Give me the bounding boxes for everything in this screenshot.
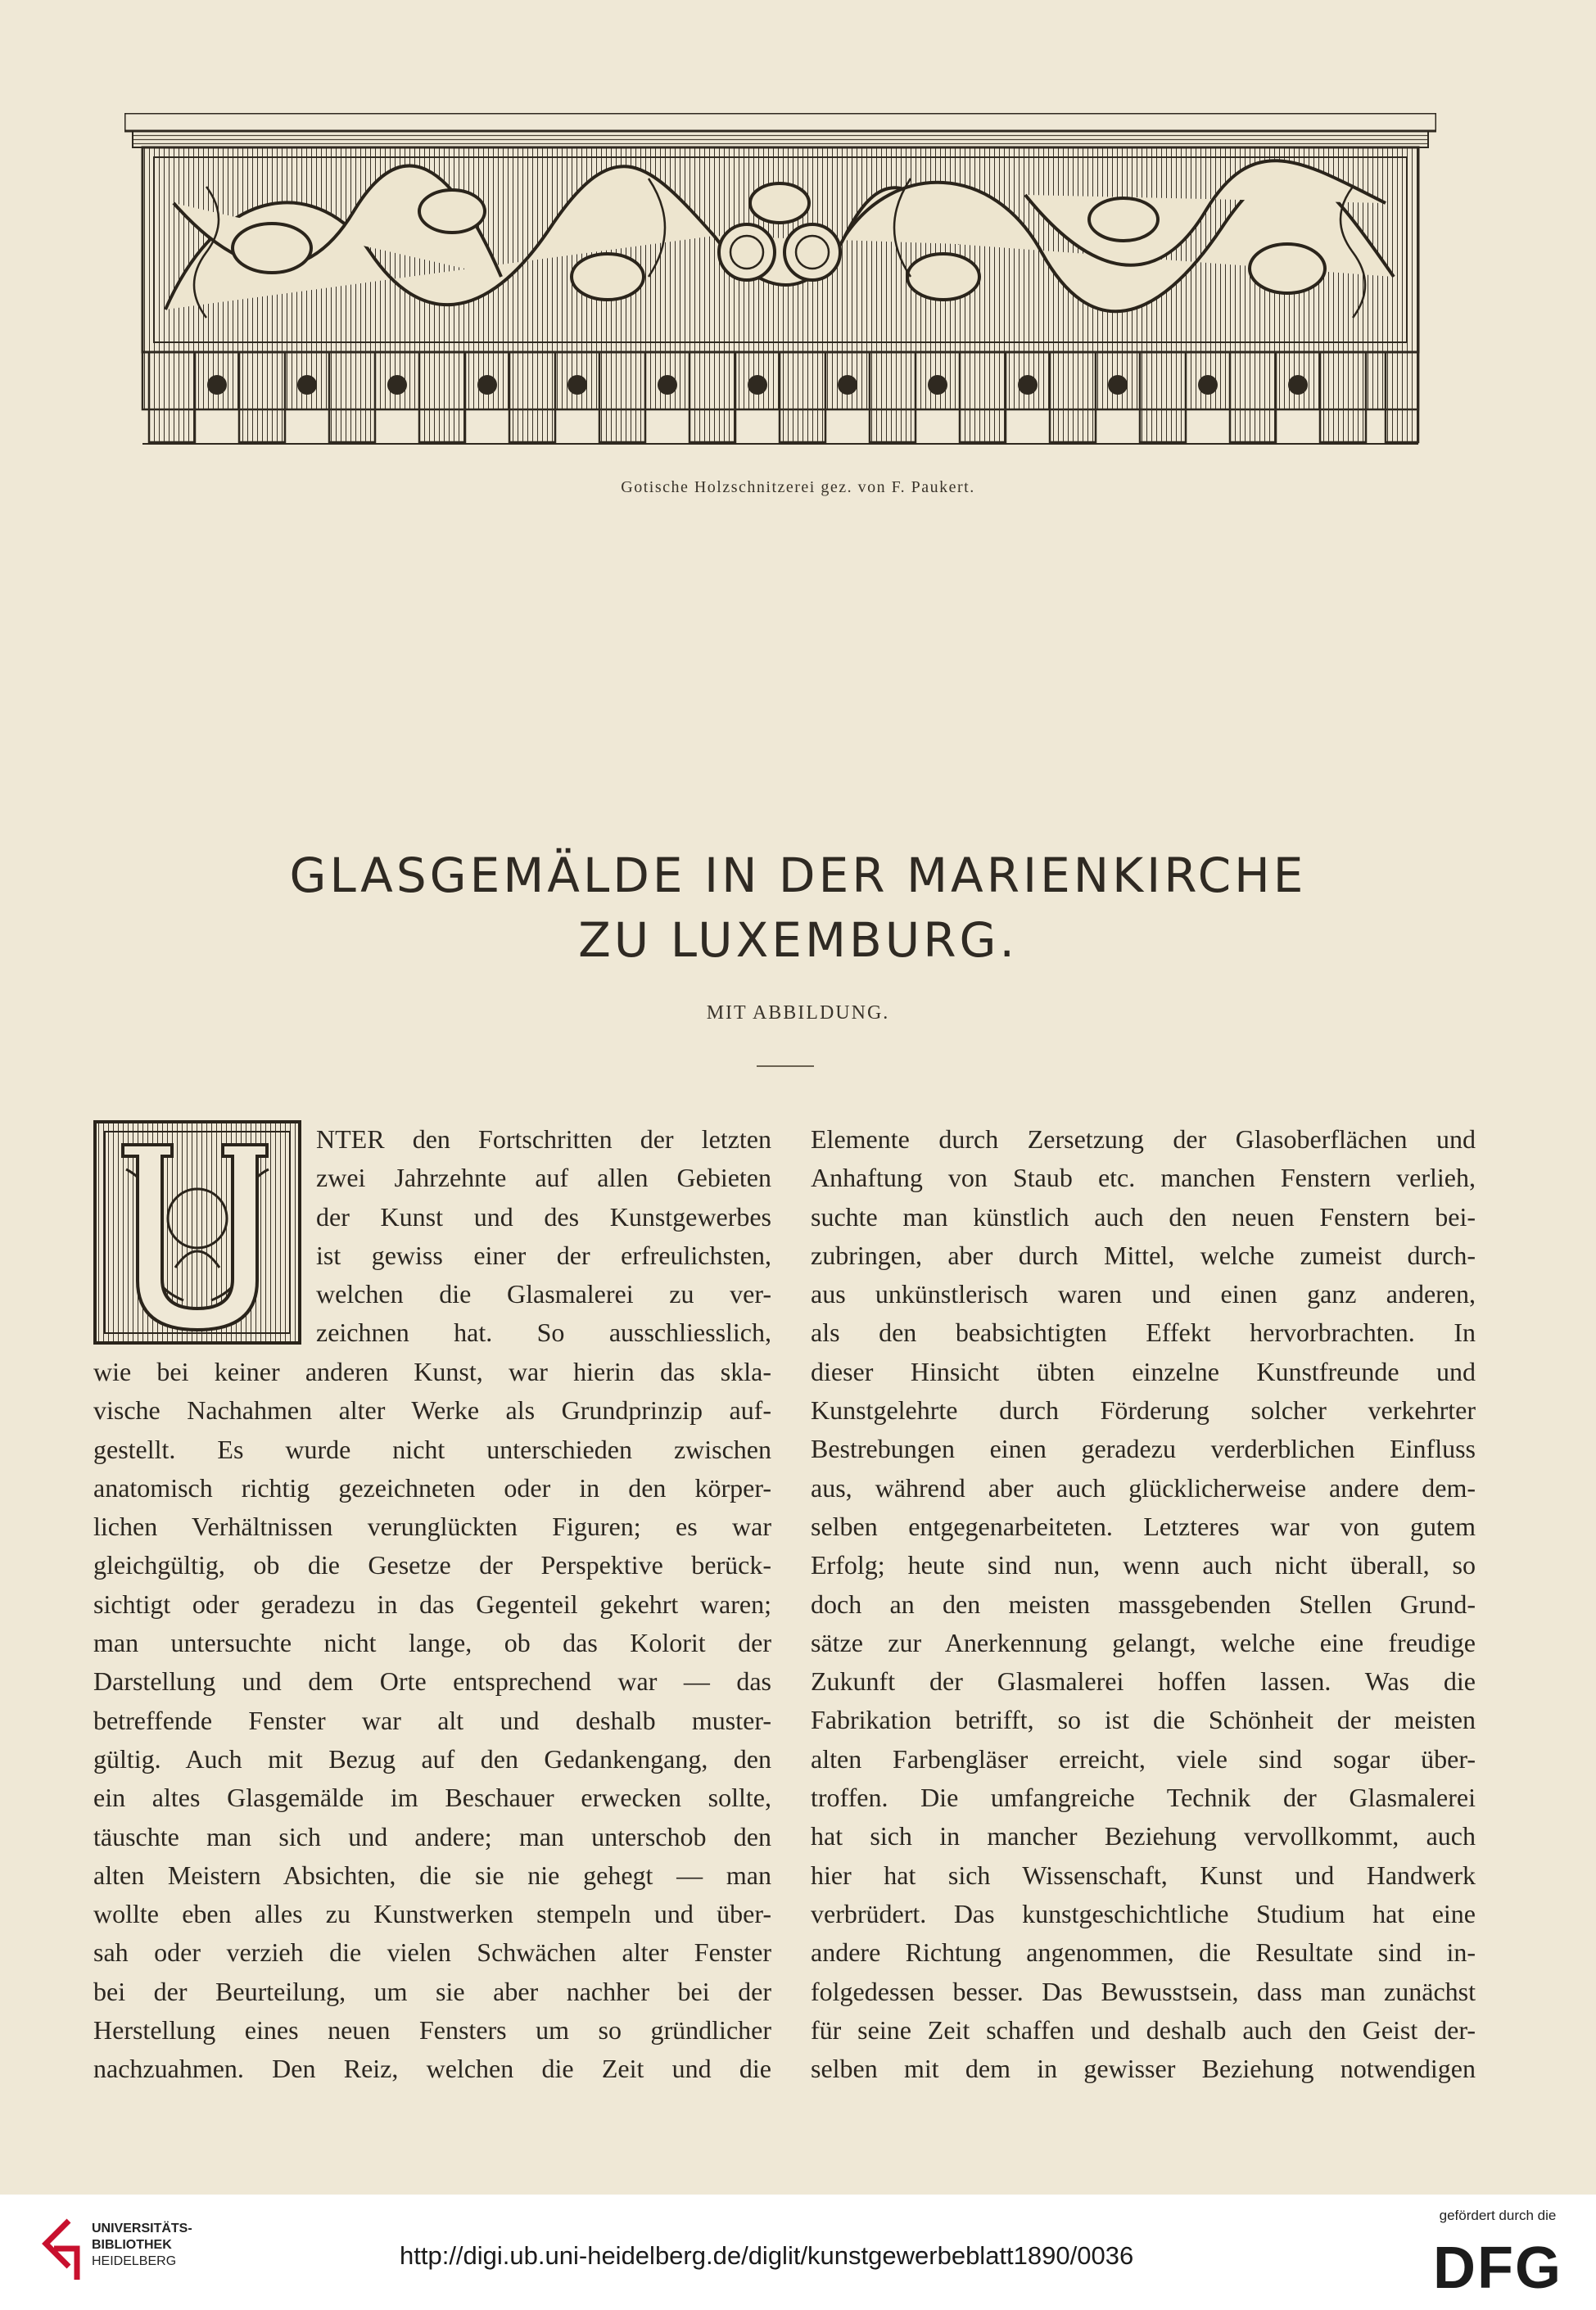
text-line: Bestrebungen einen geradezu verderblichen Einfluss xyxy=(811,1434,1476,1464)
text-line: zwei Jahrzehnte auf allen Gebieten xyxy=(316,1163,771,1193)
text-line: Fabrikation betrifft, so ist die Schönheit der meisten xyxy=(811,1705,1476,1735)
text-line: vische Nachahmen alter Werke als Grundprinzip auf- xyxy=(93,1395,771,1426)
text-line: andere Richtung angenommen, die Resultate sind in- xyxy=(811,1937,1476,1968)
text-line: anatomisch richtig gezeichneten oder in den körper- xyxy=(93,1472,771,1503)
text-line: dieser Hinsicht übten einzelne Kunstfreunde und xyxy=(811,1356,1476,1386)
text-line: aus unkünstlerisch waren und einen ganz anderen, xyxy=(811,1279,1476,1309)
text-line: Erfolg; heute sind nun, wenn auch nicht überall, so xyxy=(811,1550,1476,1580)
illustration-caption: Gotische Holzschnitzerei gez. von F. Paukert. xyxy=(621,478,975,496)
text-line: als den beabsichtigten Effekt hervorbrachten. In xyxy=(811,1318,1476,1348)
text-line: betreffende Fenster war alt und deshalb muster- xyxy=(93,1705,771,1735)
text-line: gestellt. Es wurde nicht unterschieden zwischen xyxy=(93,1434,771,1464)
article-title-line2: ZU LUXEMBURG. xyxy=(578,912,1018,968)
dfg-logo-text: DFG xyxy=(1433,2235,1562,2299)
funding-note: gefördert durch die xyxy=(1439,2208,1557,2223)
text-line: Elemente durch Zersetzung der Glasoberflächen und xyxy=(811,1124,1476,1154)
text-line: hat sich in mancher Beziehung vervollkommt, auch xyxy=(811,1821,1476,1851)
text-line: zubringen, aber durch Mittel, welche zumeist durch- xyxy=(811,1240,1476,1270)
text-line: bei der Beurteilung, um sie aber nachher bei der xyxy=(93,1976,771,2006)
text-line: welchen die Glasmalerei zu ver- xyxy=(316,1279,771,1309)
university-library-logo-icon xyxy=(36,2216,85,2285)
text-line: Anhaftung von Staub etc. manchen Fenstern verlieh, xyxy=(811,1163,1476,1193)
title-divider xyxy=(757,1065,814,1067)
text-line: wollte eben alles zu Kunstwerken stempeln und über- xyxy=(93,1899,771,1929)
text-line: täuschte man sich und andere; man unterschob den xyxy=(93,1821,771,1851)
dfg-logo-icon xyxy=(1420,2234,1576,2299)
library-line2: BIBLIOTHEK xyxy=(92,2238,172,2252)
library-line1: UNIVERSITÄTS- xyxy=(92,2222,192,2235)
text-line: folgedessen besser. Das Bewusstsein, dass man zunächst xyxy=(811,1976,1476,2006)
text-line: selben mit dem in gewisser Beziehung notwendigen xyxy=(811,2054,1476,2084)
text-line: man untersuchte nicht lange, ob das Kolorit der xyxy=(93,1628,771,1658)
text-line: lichen Verhältnissen verunglückten Figuren; es war xyxy=(93,1512,771,1542)
text-line: troffen. Die umfangreiche Technik der Glasmalerei xyxy=(811,1783,1476,1813)
text-line: gültig. Auch mit Bezug auf den Gedankengang, den xyxy=(93,1743,771,1774)
text-line: Zukunft der Glasmalerei hoffen lassen. Was die xyxy=(811,1666,1476,1697)
text-line: alten Farbengläser erreicht, viele sind sogar über- xyxy=(811,1743,1476,1774)
text-line: Kunstgelehrte durch Förderung solcher verkehrter xyxy=(811,1395,1476,1426)
text-line: der Kunst und des Kunstgewerbes xyxy=(316,1201,771,1232)
gothic-woodcarving-illustration xyxy=(124,113,1436,455)
text-line: NTER den Fortschritten der letzten xyxy=(316,1124,771,1154)
text-line: nachzuahmen. Den Reiz, welchen die Zeit und die xyxy=(93,2054,771,2084)
text-line: ein altes Glasgemälde im Beschauer erwecken sollte, xyxy=(93,1783,771,1813)
left-column xyxy=(93,1353,771,2089)
permalink-url[interactable]: http://digi.ub.uni-heidelberg.de/diglit/kunstgewerbeblatt1890/0036 xyxy=(400,2241,1134,2270)
library-line3: HEIDELBERG xyxy=(92,2254,177,2268)
text-line: hier hat sich Wissenschaft, Kunst und Handwerk xyxy=(811,1860,1476,1890)
left-column-indented xyxy=(316,1120,771,1353)
text-line: Darstellung und dem Orte entsprechend war — das xyxy=(93,1666,771,1697)
text-line: verbrüdert. Das kunstgeschichtliche Studium hat eine xyxy=(811,1898,1476,1928)
article-title-line1: GLASGEMÄLDE IN DER MARIENKIRCHE xyxy=(289,848,1307,903)
text-line: alten Meistern Absichten, die sie nie gehegt — man xyxy=(93,1860,771,1890)
text-line: Herstellung eines neuen Fensters um so gründlicher xyxy=(93,2015,771,2046)
text-line: sätze zur Anerkennung gelangt, welche eine freudige xyxy=(811,1627,1476,1657)
text-line: selben entgegenarbeiteten. Letzteres war von gutem xyxy=(811,1511,1476,1541)
text-line: suchte man künstlich auch den neuen Fenstern bei- xyxy=(811,1201,1476,1232)
text-line: sah oder verzieh die vielen Schwächen alter Fenster xyxy=(93,1937,771,1968)
text-line: zeichnen hat. So ausschliesslich, xyxy=(316,1318,771,1348)
article-subtitle: MIT ABBILDUNG. xyxy=(706,1002,890,1024)
text-line: für seine Zeit schaffen und deshalb auch den Geist der- xyxy=(811,2014,1476,2045)
text-line: sichtigt oder geradezu in das Gegenteil gekehrt waren; xyxy=(93,1589,771,1619)
decorative-initial-u xyxy=(93,1120,301,1345)
university-library-name xyxy=(92,2221,192,2270)
text-line: wie bei keiner anderen Kunst, war hierin das skla- xyxy=(93,1357,771,1386)
text-line: doch an den meisten massgebenden Stellen Grund- xyxy=(811,1589,1476,1619)
text-line: aus, während aber auch glücklicherweise andere dem- xyxy=(811,1472,1476,1503)
right-column xyxy=(811,1120,1476,2088)
text-line: gleichgültig, ob die Gesetze der Perspektive berück- xyxy=(93,1550,771,1580)
text-line: ist gewiss einer der erfreulichsten, xyxy=(316,1240,771,1270)
